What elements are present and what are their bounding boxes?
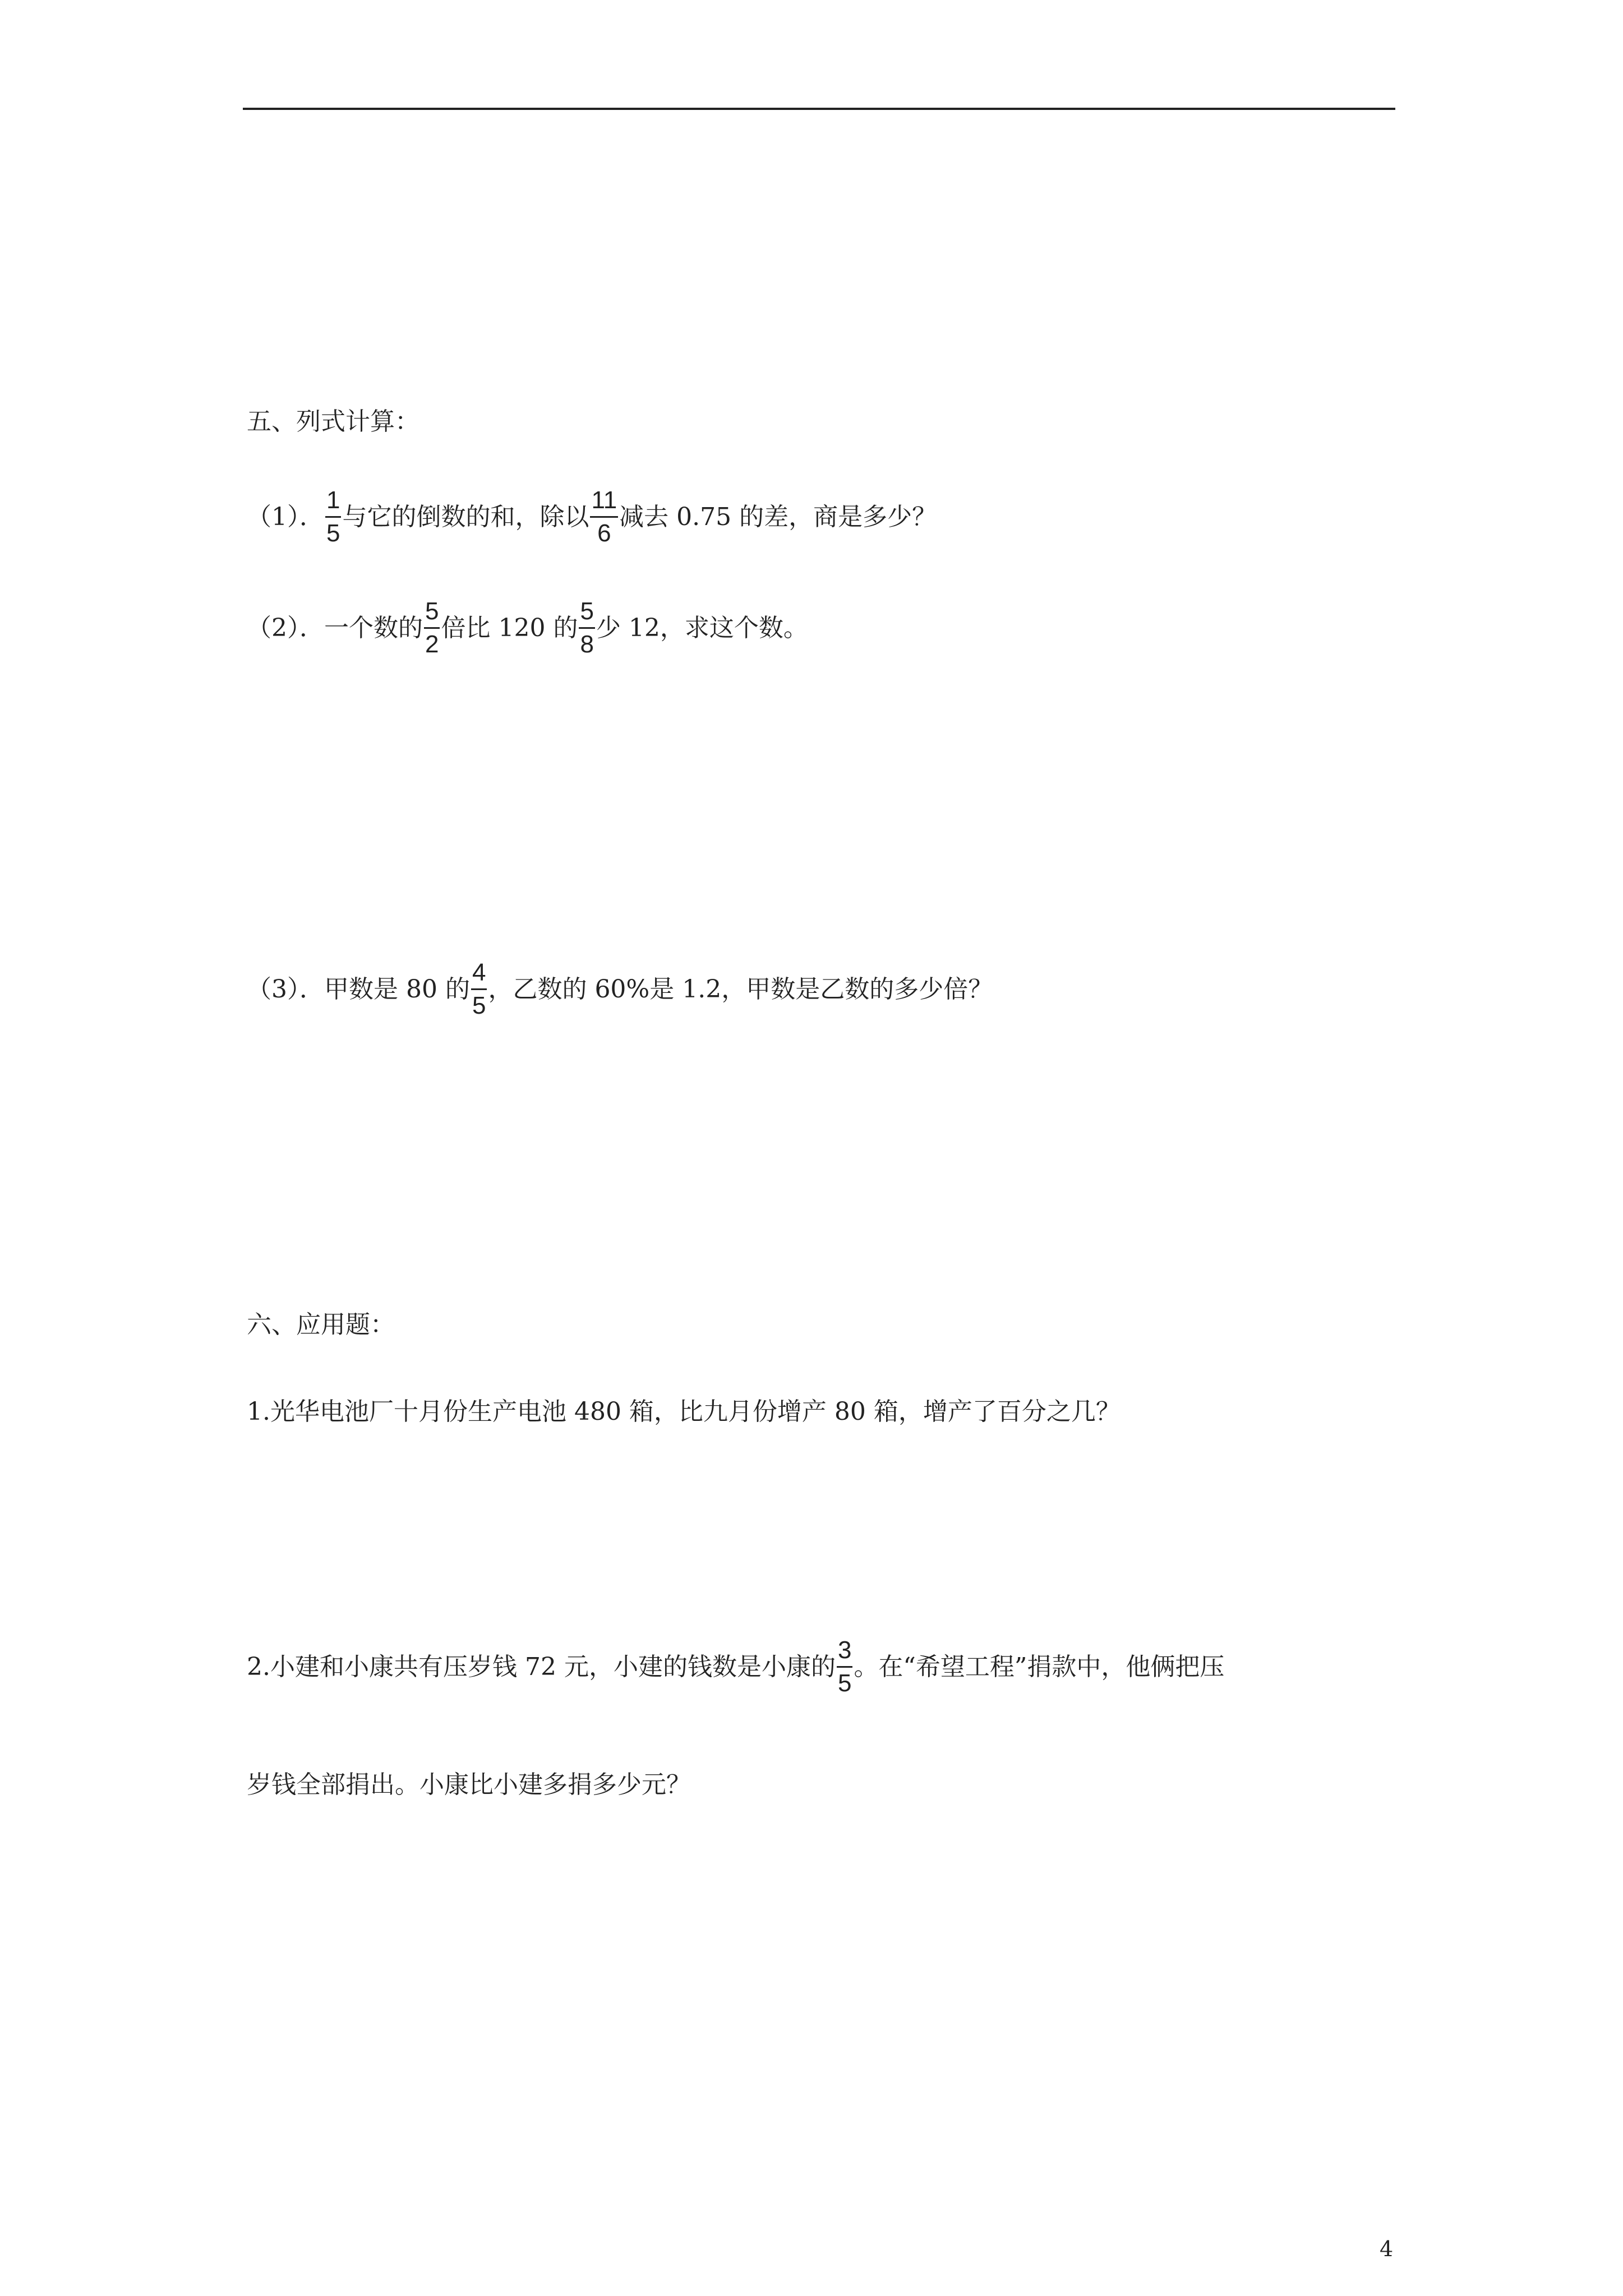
fraction: $\frac{5}{8}$: [580, 597, 594, 658]
page-number: 4: [1380, 2237, 1394, 2261]
question-5-2-text-b: 少 12，求这个数。: [596, 613, 808, 642]
question-5-2-label: （2）．一个数的: [247, 613, 423, 642]
question-5-2: [247, 599, 808, 657]
header-rule: [243, 108, 1395, 110]
problem-6-1: 1.光华电池厂十月份生产电池 480 箱，比九月份增产 80 箱，增产了百分之几？: [247, 1397, 1121, 1426]
question-5-3-label: （3）．甲数是 80 的: [247, 974, 470, 1004]
question-5-2-text-a: 倍比 120 的: [441, 613, 578, 642]
problem-6-2-text-b: 。在“希望工程”捐款中，他俩把压: [854, 1652, 1225, 1681]
problem-6-2: [247, 1638, 1224, 1696]
section-6-heading: 六、应用题：: [247, 1310, 395, 1339]
fraction: $\frac{4}{5}$: [472, 959, 486, 1019]
fraction: $\frac{5}{2}$: [425, 597, 439, 658]
question-5-3: [247, 960, 993, 1018]
fraction: $\frac{11}{6}$: [591, 486, 617, 547]
problem-6-2-text-a: 2.小建和小康共有压岁钱 72 元，小建的钱数是小康的: [247, 1652, 836, 1681]
question-5-1-label: （1）．: [247, 502, 324, 531]
fraction: $\frac{3}{5}$: [837, 1636, 852, 1697]
question-5-1: [247, 488, 937, 546]
fraction: $\frac{1}{5}$: [326, 486, 340, 547]
problem-6-2-line-2: 岁钱全部捐出。小康比小建多捐多少元？: [247, 1770, 691, 1799]
question-5-1-text-b: 减去 0.75 的差，商是多少？: [619, 502, 937, 531]
section-5-heading: 五、列式计算：: [247, 407, 419, 436]
question-5-1-text-a: 与它的倒数的和，除以: [342, 502, 589, 531]
question-5-3-text-a: ，乙数的 60%是 1.2，甲数是乙数的多少倍？: [488, 974, 993, 1004]
